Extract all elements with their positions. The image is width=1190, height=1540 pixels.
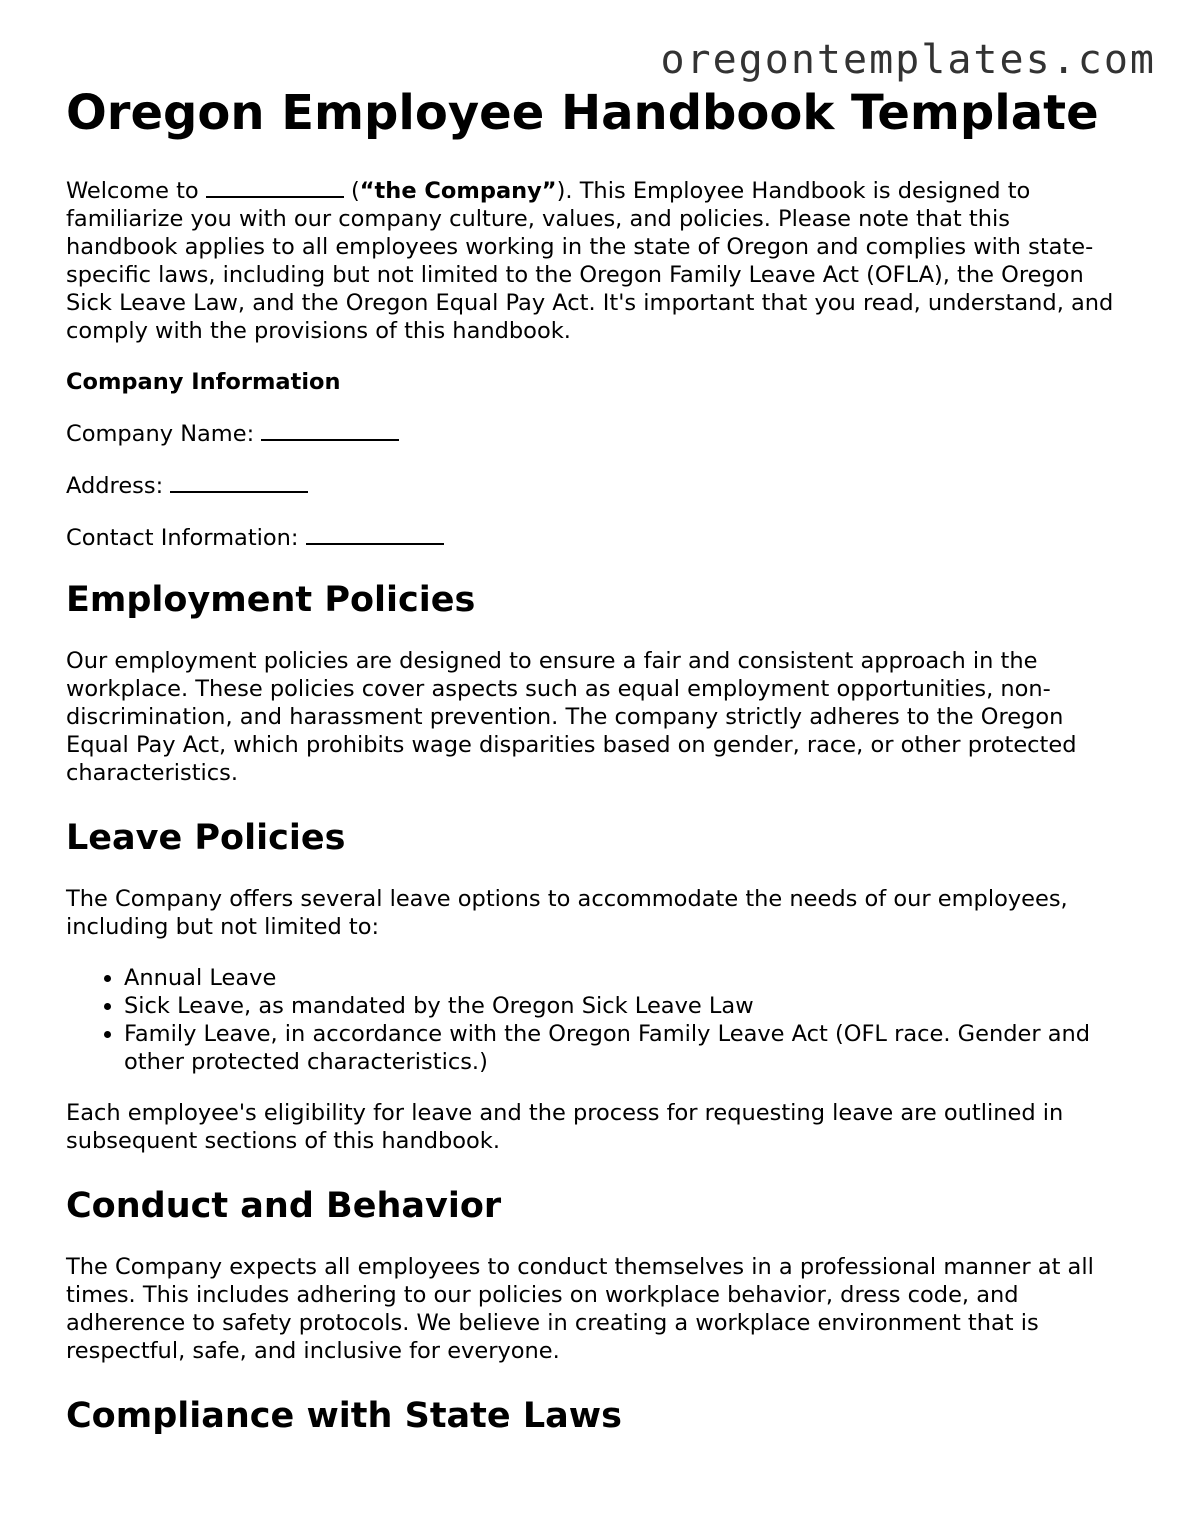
contact-blank <box>306 523 444 545</box>
intro-paragraph <box>66 176 1126 345</box>
list-item: • Sick Leave, as mandated by the Oregon Sick Leave Law <box>124 992 1126 1020</box>
leave-body: The Company offers several leave options to accommodate the needs of our employees, including but not limited to: <box>66 886 1068 940</box>
conduct-body: The Company expects all employees to conduct themselves in a professional manner at all times. This includes adhering to our policies on workplace behavior, dress code, and adherence to safety protocols. We believe in creating a workplace environment that is respectful, safe, and inclusive for everyone. <box>66 1254 1094 1364</box>
document-page <box>66 84 1126 1437</box>
company-name-blank <box>261 419 399 441</box>
employment-heading: Employment Policies <box>66 580 476 620</box>
employment-body: Our employment policies are designed to ensure a fair and consistent approach in the workplace. These policies cover aspects such as equal employment opportunities, non-discrimination, and harassment prevention. The company strictly adheres to the Oregon Equal Pay Act, which prohibits wage disparities based on gender, race, or other protected characteristics. <box>66 648 1077 786</box>
company-name-line <box>66 419 1126 448</box>
company-info-heading: Company Information <box>66 369 341 395</box>
contact-label: Contact Information: <box>66 525 299 551</box>
leave-list <box>66 964 1126 1076</box>
compliance-heading: Compliance with State Laws <box>66 1396 622 1436</box>
list-item: • Annual Leave <box>124 964 1126 992</box>
company-alias: “the Company” <box>359 178 557 204</box>
leave-heading: Leave Policies <box>66 818 346 858</box>
intro-rest: ). This Employee Handbook is designed to familiarize you with our company culture, values, and policies. Please note that this handbook applies to all employees working in the state of Oregon and complies with state-specific laws, including but not limited to the Oregon Family Leave Act (OFLA), the Oregon Sick Leave Law, and the Oregon Equal Pay Act. It's important that you read, understand, and comply with the provisions of this handbook. <box>66 178 1114 344</box>
company-name-label: Company Name: <box>66 421 255 447</box>
list-item: • Family Leave, in accordance with the Oregon Family Leave Act (OFL race. Gender and other protected characteristics.) <box>124 1020 1126 1076</box>
intro-welcome: Welcome to <box>66 178 199 204</box>
address-label: Address: <box>66 473 164 499</box>
intro-open-paren: ( <box>350 178 360 204</box>
address-blank <box>170 471 308 493</box>
contact-line <box>66 523 1126 552</box>
conduct-heading: Conduct and Behavior <box>66 1186 502 1226</box>
leave-after: Each employee's eligibility for leave and the process for requesting leave are outlined in subsequent sections of this handbook. <box>66 1100 1064 1154</box>
page-title: Oregon Employee Handbook Template <box>66 85 1099 141</box>
watermark: oregontemplates.com <box>660 37 1156 83</box>
company-blank-line <box>206 176 344 198</box>
address-line <box>66 471 1126 500</box>
